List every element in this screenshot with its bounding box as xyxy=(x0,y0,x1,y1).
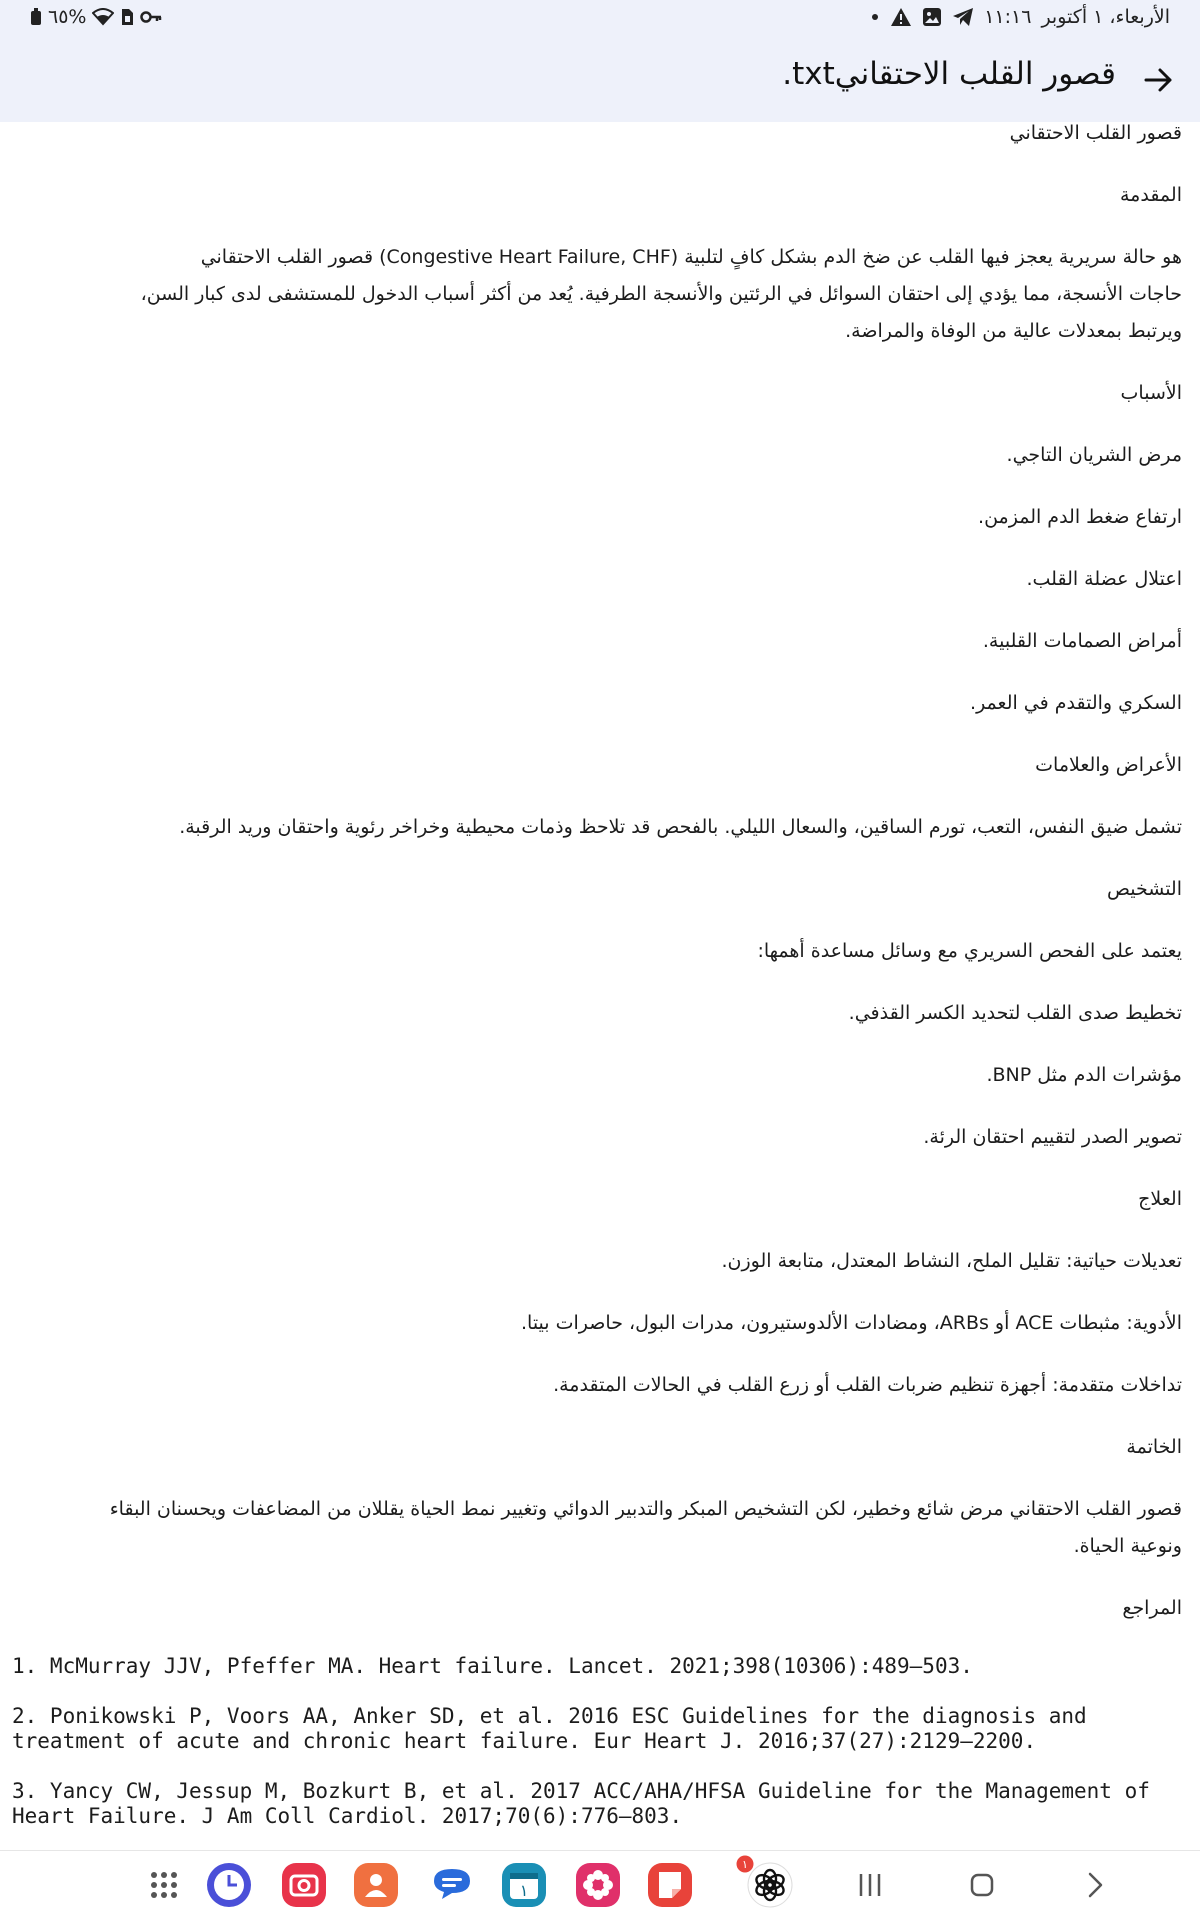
document-title xyxy=(782,56,1116,92)
list-item: اعتلال عضلة القلب. xyxy=(1026,568,1182,590)
section-heading: الخاتمة xyxy=(1126,1436,1182,1458)
list-item: مرض الشريان التاجي. xyxy=(1006,444,1182,466)
text-line: ويرتبط بمعدلات عالية من الوفاة والمراضة. xyxy=(845,320,1182,342)
text-line: تشمل ضيق النفس، التعب، تورم الساقين، والسعال الليلي. بالفحص قد تلاحظ وذمات محيطية وخراخر رئوية واحتقان وريد الرقبة. xyxy=(179,816,1182,838)
list-item: تصوير الصدر لتقييم احتقان الرئة. xyxy=(923,1126,1182,1148)
battery-icon xyxy=(30,8,42,26)
warning-icon xyxy=(890,7,912,27)
clock-icon[interactable] xyxy=(205,1861,253,1909)
title-extension: .txt xyxy=(782,56,835,92)
home-icon[interactable] xyxy=(958,1861,1006,1909)
text-line: قصور القلب الاحتقاني xyxy=(1009,122,1182,144)
messages-icon[interactable] xyxy=(428,1861,476,1909)
section-heading: الأسباب xyxy=(1120,382,1182,404)
status-date: الأربعاء، ١ أكتوبر xyxy=(1041,6,1170,28)
back-icon[interactable] xyxy=(1070,1861,1118,1909)
text-line: حاجات الأنسجة، مما يؤدي إلى احتقان السوائل في الرئتين والأنسجة الطرفية. يُعد من أكثر أسباب الدخول للمستشفى لدى كبار السن، xyxy=(140,283,1182,305)
status-time: ١١:١٦ xyxy=(984,6,1032,28)
text-line: قصور القلب الاحتقاني مرض شائع وخطير، لكن التشخيص المبكر والتدبير الدوائي وتغيير نمط الحياة يقللان من المضاعفات ويحسنان البقاء xyxy=(109,1498,1182,1520)
apps-grid-icon[interactable] xyxy=(140,1861,188,1909)
list-item: تعديلات حياتية: تقليل الملح، النشاط المعتدل، متابعة الوزن. xyxy=(721,1250,1182,1272)
gallery-icon xyxy=(922,7,942,27)
reference-item: 1. McMurray JJV, Pfeffer MA. Heart failure. Lancet. 2021;398(10306):489–503. xyxy=(12,1654,973,1678)
list-item: أمراض الصمامات القلبية. xyxy=(982,630,1182,652)
status-left xyxy=(30,6,162,28)
sim-card-icon xyxy=(120,8,134,26)
section-heading: التشخيص xyxy=(1106,878,1182,900)
camera-icon[interactable] xyxy=(280,1861,328,1909)
notification-dot-icon xyxy=(870,12,880,22)
status-bar xyxy=(0,0,1200,36)
list-item: تداخلات متقدمة: أجهزة تنظيم ضربات القلب أو زرع القلب في الحالات المتقدمة. xyxy=(553,1374,1182,1396)
text-line: هو حالة سريرية يعجز فيها القلب عن ضخ الدم بشكل كافٍ لتلبية (Congestive Heart Failure, CHF) قصور القلب الاحتقاني xyxy=(200,246,1182,268)
battery-percent: ٦٥% xyxy=(48,6,87,28)
text-line: ونوعية الحياة. xyxy=(1073,1535,1182,1557)
notes-icon[interactable] xyxy=(646,1861,694,1909)
flower-icon[interactable] xyxy=(574,1861,622,1909)
list-item: ارتفاع ضغط الدم المزمن. xyxy=(978,506,1182,528)
list-item: مؤشرات الدم مثل BNP. xyxy=(986,1064,1182,1086)
back-arrow-icon[interactable] xyxy=(1140,62,1176,98)
contacts-icon[interactable] xyxy=(352,1861,400,1909)
section-heading: العلاج xyxy=(1138,1188,1182,1210)
badge-count: ١ xyxy=(742,1858,748,1871)
section-heading: المقدمة xyxy=(1119,184,1182,206)
top-app-bar xyxy=(0,0,1200,122)
reference-item: 3. Yancy CW, Jessup M, Bozkurt B, et al. 2017 ACC/AHA/HFSA Guideline for the Management of Heart Failure. J Am Coll Cardiol. 2017;70(6):776–803. xyxy=(12,1779,1150,1828)
chatgpt-icon[interactable] xyxy=(746,1861,794,1909)
telegram-icon xyxy=(952,7,974,27)
list-item: السكري والتقدم في العمر. xyxy=(970,692,1182,714)
section-heading: الأعراض والعلامات xyxy=(1035,754,1182,776)
reference-item: 2. Ponikowski P, Voors AA, Anker SD, et al. 2016 ESC Guidelines for the diagnosis and treatment of acute and chronic heart failure. Eur Heart J. 2016;37(27):2129–2200. xyxy=(12,1704,1087,1753)
list-item: تخطيط صدى القلب لتحديد الكسر القذفي. xyxy=(848,1002,1182,1024)
wifi-icon xyxy=(92,8,114,26)
status-right xyxy=(870,6,1170,28)
recent-apps-icon[interactable] xyxy=(846,1861,894,1909)
bottom-nav-bar xyxy=(0,1850,1200,1921)
text-line: يعتمد على الفحص السريري مع وسائل مساعدة أهمها: xyxy=(757,940,1182,962)
section-heading: المراجع xyxy=(1122,1597,1182,1619)
key-icon xyxy=(140,9,162,25)
calendar-day: ١ xyxy=(519,1881,529,1900)
title-bar xyxy=(0,50,1200,110)
title-base: قصور القلب الاحتقاني xyxy=(834,56,1116,92)
calendar-icon[interactable] xyxy=(500,1861,548,1909)
list-item: الأدوية: مثبطات ACE أو ARBs، ومضادات الألدوستيرون، مدرات البول، حاصرات بيتا. xyxy=(521,1312,1182,1334)
